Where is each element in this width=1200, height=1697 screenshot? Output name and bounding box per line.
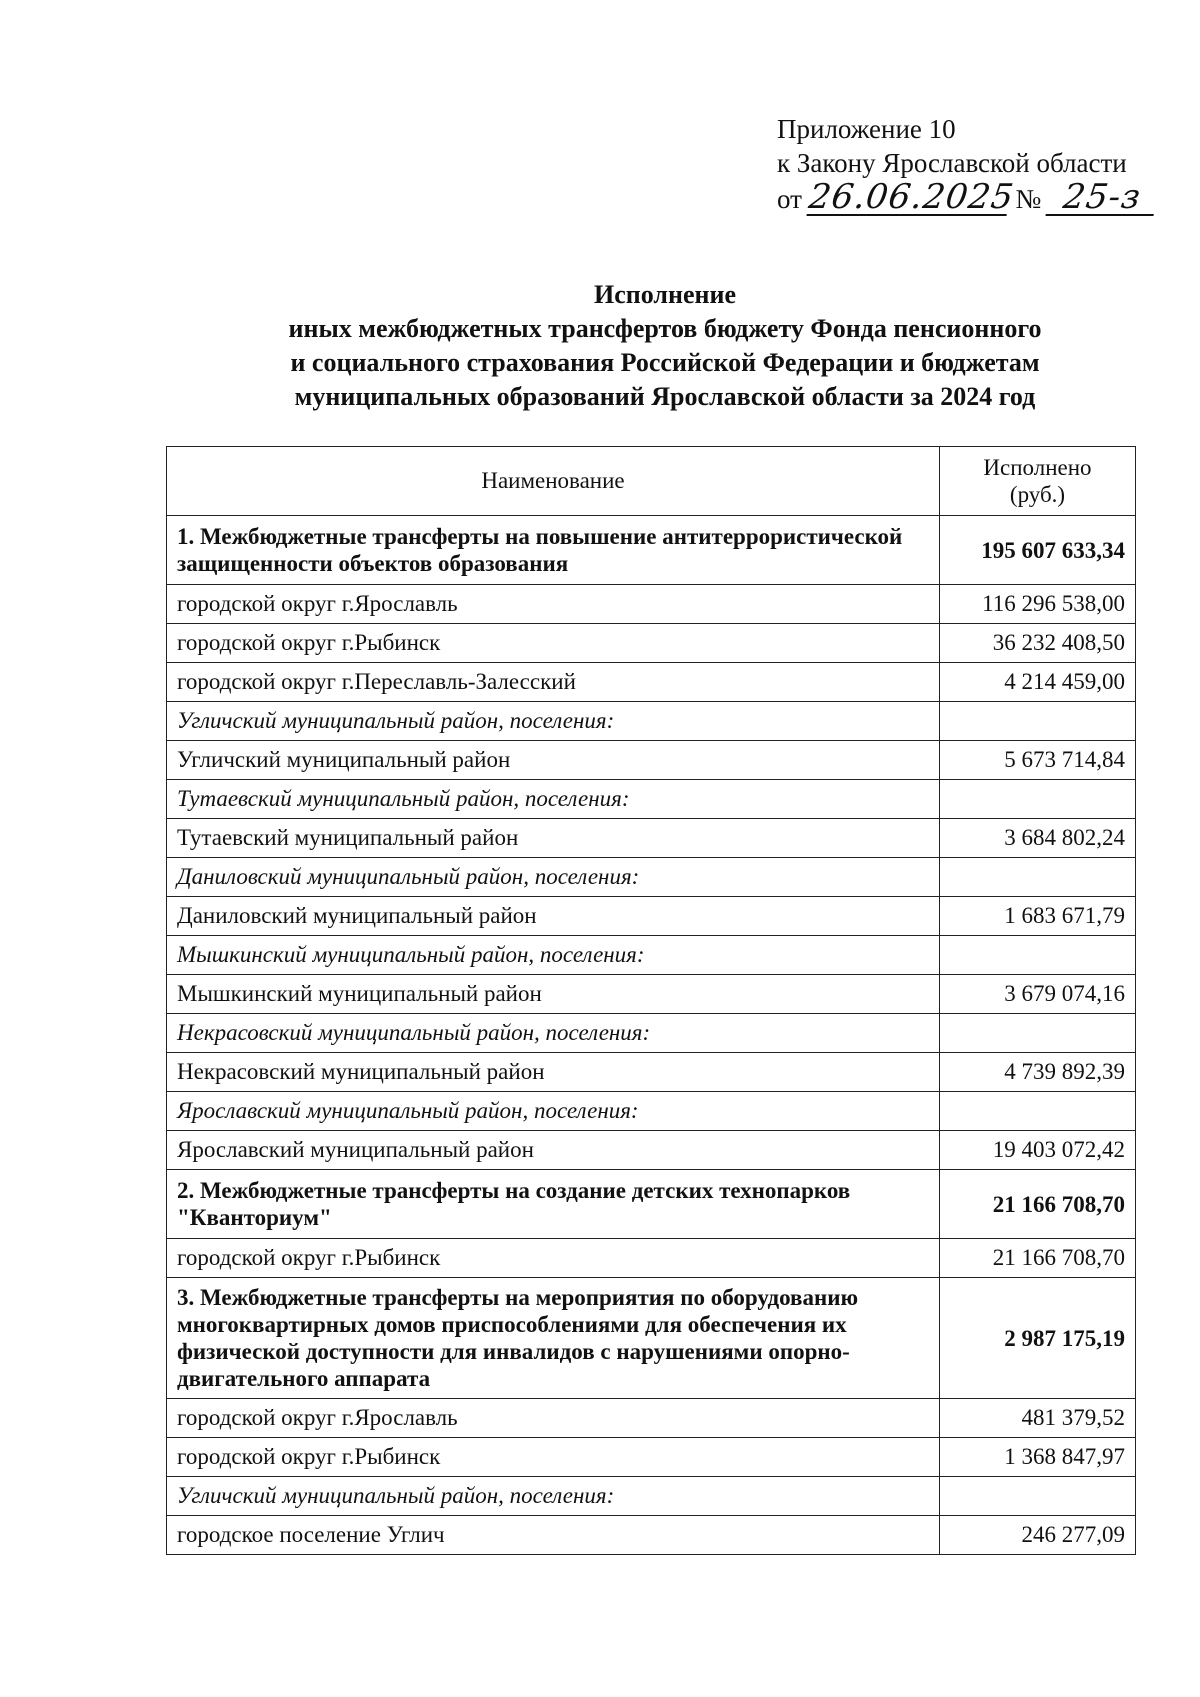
row-label: Мышкинский муниципальный район (167, 975, 940, 1014)
row-value: 195 607 633,34 (940, 516, 1136, 585)
row-label: 3. Межбюджетные трансферты на мероприятия по оборудованию многоквартирных домов приспособлениями для обеспечения их физической доступности для инвалидов с нарушениями опорно-двигательного аппарата (167, 1278, 940, 1399)
row-value (940, 1092, 1136, 1131)
table-row (167, 1131, 1136, 1170)
row-label: Угличский муниципальный район (167, 741, 940, 780)
table-row (167, 1516, 1136, 1555)
table-row (167, 663, 1136, 702)
subgroup-row (167, 1014, 1136, 1053)
table-row (167, 819, 1136, 858)
section-row (167, 1170, 1136, 1239)
row-value (940, 858, 1136, 897)
row-value: 3 679 074,16 (940, 975, 1136, 1014)
title-line-2: иных межбюджетных трансфертов бюджету Фонда пенсионного (288, 314, 1042, 343)
row-value (940, 780, 1136, 819)
row-label: 2. Межбюджетные трансферты на создание детских технопарков "Кванториум" (167, 1170, 940, 1239)
subgroup-row (167, 936, 1136, 975)
row-label: городской округ г.Рыбинск (167, 1438, 940, 1477)
row-value: 21 166 708,70 (940, 1170, 1136, 1239)
annex-date-line (777, 177, 1156, 217)
subgroup-row (167, 702, 1136, 741)
row-value (940, 1014, 1136, 1053)
row-label: Тутаевский муниципальный район (167, 819, 940, 858)
header-amount-line2: (руб.) (1009, 482, 1066, 507)
row-label: Угличский муниципальный район, поселения: (167, 702, 940, 741)
subgroup-row (167, 858, 1136, 897)
row-label: Мышкинский муниципальный район, поселения: (167, 936, 940, 975)
subgroup-row (167, 780, 1136, 819)
transfers-table (166, 446, 1136, 1555)
header-name: Наименование (167, 447, 940, 516)
row-value: 36 232 408,50 (940, 624, 1136, 663)
row-label: 1. Межбюджетные трансферты на повышение антитеррористической защищенности объектов образования (167, 516, 940, 585)
row-label: Тутаевский муниципальный район, поселения: (167, 780, 940, 819)
row-label: городской округ г.Ярославль (167, 1399, 940, 1438)
section-row (167, 1278, 1136, 1399)
table-row (167, 585, 1136, 624)
table-row (167, 741, 1136, 780)
row-value (940, 1477, 1136, 1516)
date-prefix: от (777, 184, 802, 214)
table-row (167, 1399, 1136, 1438)
row-label: городской округ г.Переславль-Залесский (167, 663, 940, 702)
header-amount-line1: Исполнено (983, 455, 1092, 480)
title-line-4: муниципальных образований Ярославской области за 2024 год (294, 382, 1036, 411)
annex-block (777, 112, 1156, 216)
row-label: Некрасовский муниципальный район (167, 1053, 940, 1092)
row-value: 1 368 847,97 (940, 1438, 1136, 1477)
section-row (167, 516, 1136, 585)
row-value: 21 166 708,70 (940, 1239, 1136, 1278)
table-row (167, 897, 1136, 936)
row-value (940, 702, 1136, 741)
number-prefix: № (1015, 184, 1042, 214)
annex-title: Приложение 10 (777, 114, 956, 144)
table-row (167, 1053, 1136, 1092)
document-title (0, 278, 1200, 414)
row-value: 246 277,09 (940, 1516, 1136, 1555)
row-value: 4 214 459,00 (940, 663, 1136, 702)
table-row (167, 975, 1136, 1014)
header-amount (940, 447, 1136, 516)
annex-law-reference: к Закону Ярославской области (777, 148, 1127, 178)
row-label: Ярославский муниципальный район (167, 1131, 940, 1170)
row-label: городское поселение Углич (167, 1516, 940, 1555)
row-label: Некрасовский муниципальный район, поселения: (167, 1014, 940, 1053)
title-line-1: Исполнение (593, 280, 736, 309)
row-value: 2 987 175,19 (940, 1278, 1136, 1399)
table-row (167, 1438, 1136, 1477)
row-label: городской округ г.Ярославль (167, 585, 940, 624)
row-label: Даниловский муниципальный район (167, 897, 940, 936)
subgroup-row (167, 1092, 1136, 1131)
row-value: 19 403 072,42 (940, 1131, 1136, 1170)
table-row (167, 1239, 1136, 1278)
row-value: 481 379,52 (940, 1399, 1136, 1438)
row-value: 4 739 892,39 (940, 1053, 1136, 1092)
title-line-3: и социального страхования Российской Федерации и бюджетам (290, 348, 1040, 377)
row-value: 3 684 802,24 (940, 819, 1136, 858)
row-label: городской округ г.Рыбинск (167, 624, 940, 663)
subgroup-row (167, 1477, 1136, 1516)
handwritten-date: 26.06.2025 (806, 177, 1017, 217)
row-label: городской округ г.Рыбинск (167, 1239, 940, 1278)
row-value: 5 673 714,84 (940, 741, 1136, 780)
row-value (940, 936, 1136, 975)
handwritten-number: 25-з (1045, 180, 1158, 216)
row-value: 1 683 671,79 (940, 897, 1136, 936)
table-row (167, 624, 1136, 663)
row-value: 116 296 538,00 (940, 585, 1136, 624)
table-header-row (167, 447, 1136, 516)
row-label: Угличский муниципальный район, поселения: (167, 1477, 940, 1516)
row-label: Даниловский муниципальный район, поселения: (167, 858, 940, 897)
row-label: Ярославский муниципальный район, поселения: (167, 1092, 940, 1131)
